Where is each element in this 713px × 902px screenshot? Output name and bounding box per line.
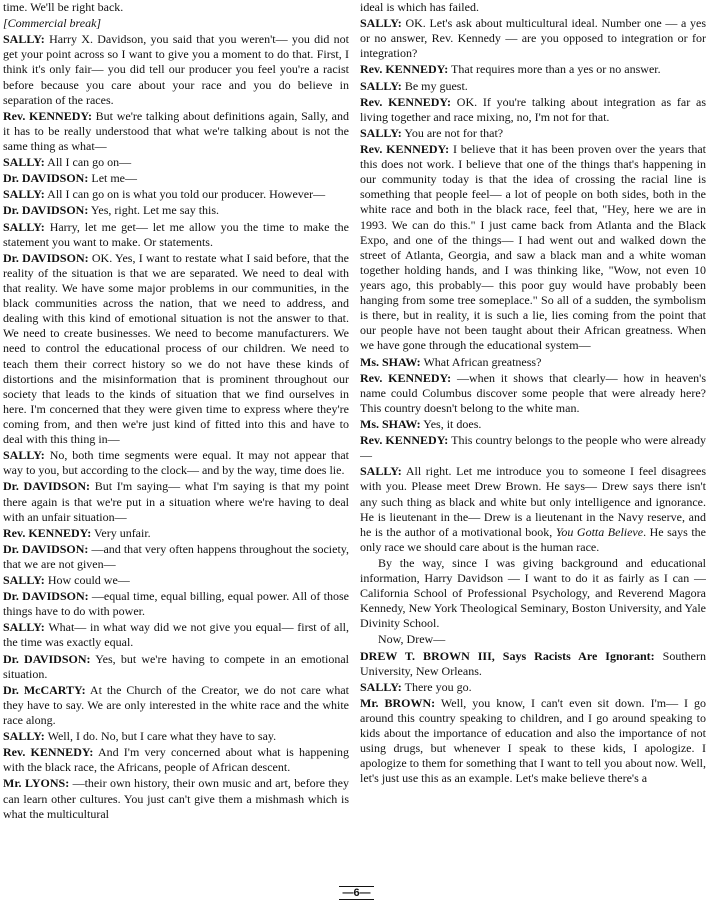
speech-text: Yes, it does. [423, 416, 482, 431]
speaker-label: Dr. DAVIDSON: [3, 589, 89, 604]
speaker-label: SALLY: [3, 620, 45, 635]
transcript-paragraph [360, 126, 706, 141]
right-paragraphs [360, 16, 706, 786]
transcript-paragraph [3, 32, 349, 108]
speech-text: Now, Drew— [378, 632, 446, 647]
speech-text: Very unfair. [94, 525, 151, 540]
speaker-label: Rev. KENNEDY: [3, 525, 92, 540]
transcript-paragraph [360, 417, 706, 432]
transcript-paragraph [360, 371, 706, 416]
transcript-paragraph [3, 620, 349, 650]
speaker-label: SALLY: [360, 125, 402, 140]
speaker-label: Dr. DAVIDSON: [3, 250, 89, 265]
speaker-label: Dr. McCARTY: [3, 682, 86, 697]
speech-text: All I can go on is what you told our producer. However— [47, 187, 326, 202]
transcript-paragraph [3, 589, 349, 619]
speaker-label: SALLY: [3, 32, 45, 47]
speech-text: . He says the only race we should care about is the human race. [360, 524, 706, 554]
commercial-break-note: [Commercial break] [3, 16, 102, 31]
transcript-paragraph [360, 16, 706, 61]
book-title: You Gotta Believe [555, 524, 644, 539]
speaker-label: DREW T. BROWN III, Says Racists Are Ignorant: [360, 648, 655, 663]
transcript-paragraph [3, 187, 349, 202]
speaker-label: Dr. DAVIDSON: [3, 171, 89, 186]
transcript-paragraph [3, 220, 349, 250]
speaker-label: SALLY: [360, 464, 402, 479]
speech-text: Harry, let me get— let me allow you the time to make the statement you want to make. Or statements. [3, 219, 349, 249]
speaker-label: Mr. LYONS: [3, 776, 70, 791]
left-column [3, 0, 349, 876]
speaker-label: SALLY: [3, 448, 45, 463]
speech-text: I believe that it has been proven over the years that this does not work. I believe that one of the things that's happening in our community today is that the idea of crossing the racial line is something that people feel— a lot of people on both sides, both in the white race and both in the black race, feel that, "Hey, here we are in 1993. We can do this." I just came back from Atlanta and the Black Expo, and one of the things— I had went out and walked down the street of Atlanta, Georgia, and saw a black man and a white woman together holding hands, and I was thinking like, "Wow, not even 10 years ago, this probably— this poor guy would have probably been hanging from some tree someplace." So all of a sudden, the symbolism is there, but in reality, it is such a lie, lies coming from the point that our people have not been taught about their African greatness. When we have gone through the educational system— [360, 141, 706, 353]
speech-text: At the Church of the Creator, we do not care what they have to say. We are only interested in the white race and the white race along. [3, 682, 349, 728]
speech-text: There you go. [404, 679, 472, 694]
transcript-paragraph [3, 683, 349, 728]
transcript-paragraph [360, 649, 706, 679]
speaker-label: Dr. DAVIDSON: [3, 541, 89, 556]
transcript-paragraph [3, 479, 349, 524]
transcript-paragraph [360, 464, 706, 555]
speech-text: That requires more than a yes or no answer. [451, 62, 661, 77]
speaker-label: Rev. KENNEDY: [360, 62, 449, 77]
speech-text: What African greatness? [423, 354, 542, 369]
transcript-paragraph [3, 526, 349, 541]
transcript-paragraph [360, 696, 706, 787]
speaker-label: SALLY: [3, 729, 45, 744]
transcript-paragraph [3, 109, 349, 154]
speaker-label: Rev. KENNEDY: [3, 108, 92, 123]
speaker-label: Rev. KENNEDY: [360, 141, 450, 156]
speaker-label: Ms. SHAW: [360, 354, 421, 369]
transcript-paragraph [3, 652, 349, 682]
speech-text: —and that very often happens throughout the society, that we are not given— [3, 541, 349, 571]
speech-text: Yes, but we're having to compete in an emotional situation. [3, 651, 349, 681]
speaker-label: Dr. DAVIDSON: [3, 479, 91, 494]
transcript-paragraph [360, 95, 706, 125]
speech-text: —their own history, their own music and art, before they can learn other cultures. You just can't give them a mishmash which is what the multicultural [3, 776, 349, 821]
transcript-paragraph [3, 448, 349, 478]
speech-text: But we're talking about definitions again, Sally, and it has to be really understood that what we're talking about is not the same thing as what— [3, 108, 349, 153]
speech-text: Let me— [91, 171, 138, 186]
speaker-label: SALLY: [3, 219, 45, 234]
transcript-paragraph [360, 632, 706, 647]
speech-text: All right. Let me introduce you to someone I feel disagrees with you. Please meet Drew Brown. He says— Drew says there isn't any such thing as black and white but only intelligence and ignorance. He is lieutenant in the— Drew is a lieutenant in the Navy reserve, and he is the author of a motivational book, [360, 464, 706, 539]
speaker-label: SALLY: [360, 78, 402, 93]
transcript-paragraph [3, 745, 349, 775]
transcript-paragraph [3, 155, 349, 170]
transcript-paragraph [3, 171, 349, 186]
continuation-text: ideal is which has failed. [360, 0, 479, 14]
transcript-paragraph [360, 79, 706, 94]
speech-text: All I can go on— [47, 155, 132, 170]
speech-text: Be my guest. [404, 78, 468, 93]
speech-text: What— in what way did we not give you equal— first of all, the time was exactly equal. [3, 620, 349, 650]
speech-text: By the way, since I was giving background and educational information, Harry Davidson — I want to do it as fairly as I can — California School of Professional Psychology, and Reverend Magora Kennedy, New York Theological Seminary, Boston University, and Yale Divinity School. [360, 555, 706, 631]
transcript-paragraph [360, 433, 706, 463]
speech-text: How could we— [47, 573, 130, 588]
speech-text: OK. Yes, I want to restate what I said before, that the reality of the situation is that we are separated. We need to deal with that reality. We have some major problems in our communities, in the black communities across the nation, that we need to address, and dealing with this kind of emotional situation is not the answer to that. We need to create businesses. We need to become manufacturers. We need to control the educational process of our children. We need to teach them their correct history so we do not have these kinds of distortions and the misinformation that is prominent throughout our society that leads to the kinds of situation that we find ourselves in here. I'm concerned that they were given time to express where they're coming from, and then we're just kind of fitted into this and have to deal with this thing in— [3, 250, 349, 447]
continuation-text: time. We'll be right back. [3, 0, 124, 14]
speech-text: No, both time segments were equal. It may not appear that way to you, but according to the clock— and by the way, time does lie. [3, 448, 349, 478]
speaker-label: Rev. KENNEDY: [360, 94, 451, 109]
transcript-paragraph [360, 62, 706, 77]
speech-text: —equal time, equal billing, equal power. All of those things have to do with power. [3, 589, 349, 619]
speaker-label: Mr. BROWN: [360, 695, 436, 710]
transcript-paragraph [360, 680, 706, 695]
speaker-label: Ms. SHAW: [360, 416, 421, 431]
speaker-label: Rev. KENNEDY: [360, 433, 449, 448]
transcript-paragraph [360, 355, 706, 370]
speaker-label: SALLY: [360, 16, 402, 31]
left-paragraphs [3, 32, 349, 822]
speaker-label: SALLY: [3, 187, 45, 202]
speech-text: And I'm very concerned about what is happening with the black race, the Africans, people of African descent. [3, 745, 349, 775]
speech-text: Well, I do. No, but I care what they have to say. [47, 729, 277, 744]
speaker-label: SALLY: [3, 573, 45, 588]
transcript-paragraph [360, 142, 706, 354]
transcript-paragraph [3, 251, 349, 447]
speech-text: OK. Let's ask about multicultural ideal. Number one — a yes or no answer, Rev. Kennedy — are you opposed to integration or for integration? [360, 16, 706, 61]
transcript-paragraph [3, 729, 349, 744]
speech-text: But I'm saying— what I'm saying is that my point there again is that we're put in a situation where we're having to deal with an unfair situation— [3, 479, 349, 524]
transcript-paragraph [3, 573, 349, 588]
transcript-paragraph [3, 542, 349, 572]
transcript-paragraph [3, 203, 349, 218]
right-column [360, 0, 706, 876]
transcript-paragraph [360, 556, 706, 632]
speaker-label: SALLY: [3, 155, 45, 170]
speaker-label: Dr. DAVIDSON: [3, 651, 91, 666]
speech-text: You are not for that? [404, 125, 504, 140]
speech-text: OK. If you're talking about integration as far as living together and race mixing, no, I'm not for that. [360, 94, 706, 124]
speaker-label: SALLY: [360, 679, 402, 694]
speech-text: Southern University, New Orleans. [360, 648, 706, 678]
speaker-label: Dr. DAVIDSON: [3, 203, 89, 218]
page-number-text: —6— [339, 886, 373, 900]
transcript-paragraph [3, 776, 349, 821]
speaker-label: Rev. KENNEDY: [3, 745, 94, 760]
speech-text: Yes, right. Let me say this. [90, 203, 220, 218]
speaker-label: Rev. KENNEDY: [360, 370, 452, 385]
speech-text: This country belongs to the people who were already— [360, 433, 706, 463]
page-number [0, 887, 713, 899]
speech-text: Well, you know, I can't even sit down. I'm— I go around this country speaking to children, and I go around speaking to kids about the importance of education and also the importance of not using drugs, but whenever I speak to these kids, I apologize. I apologize to them for something that I want to tell you about now. Well, let's just use this as an example. Let's make believe there's a [360, 695, 706, 786]
speech-text: Harry X. Davidson, you said that you weren't— you did not get your point across so I want to give you a moment to do that. First, I think it's only fair— you did tell our producer you feel you're a racist before because you care about your race and you do believe in separation of the races. [3, 32, 349, 107]
speech-text: —when it shows that clearly— how in heaven's name could Columbus discover some people that were already here? This country doesn't belong to the white man. [360, 370, 706, 415]
